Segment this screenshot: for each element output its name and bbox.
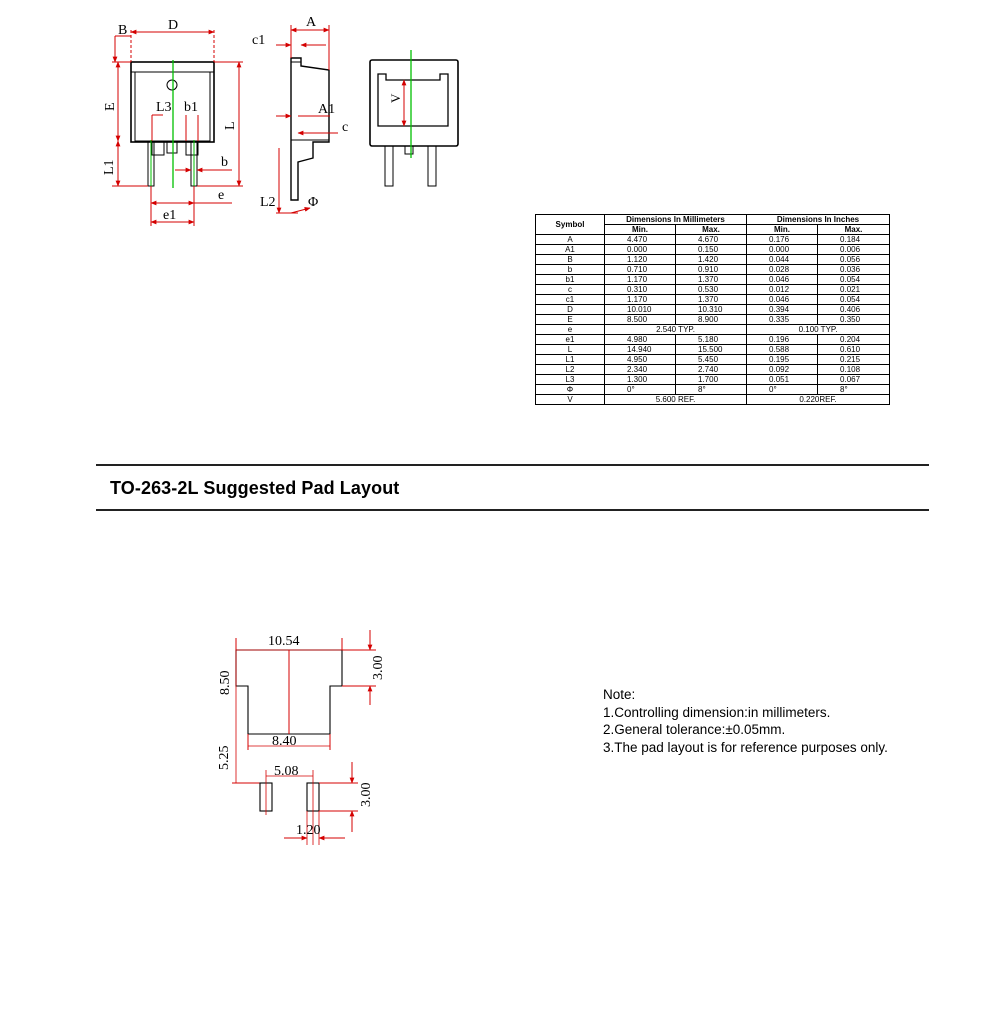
- table-cell: 1.370: [676, 275, 747, 285]
- table-cell: 0.036: [818, 265, 890, 275]
- section-rule-bottom: [96, 509, 929, 511]
- table-cell: L2: [536, 365, 605, 375]
- table-row: [536, 265, 890, 275]
- table-cell: 0.046: [747, 295, 818, 305]
- table-cell: c: [536, 285, 605, 295]
- top-view: [102, 18, 243, 226]
- label-B: B: [118, 23, 128, 38]
- table-row: [536, 345, 890, 355]
- table-row: [536, 285, 890, 295]
- table-cell: 2.540 TYP.: [605, 325, 747, 335]
- table-cell: 4.670: [676, 235, 747, 245]
- side-view: [252, 15, 348, 213]
- pin1-marker: [167, 80, 177, 90]
- table-row: [536, 275, 890, 285]
- table-cell: 0.006: [818, 245, 890, 255]
- bottom-view: [370, 50, 458, 186]
- pad-layout-drawing: [200, 620, 390, 850]
- table-cell: 0.044: [747, 255, 818, 265]
- lead-stub-right: [186, 141, 198, 155]
- table-cell: 0.100 TYP.: [747, 325, 890, 335]
- table-cell: 0.000: [605, 245, 676, 255]
- label-A: A: [306, 15, 317, 30]
- table-row: [536, 295, 890, 305]
- dim-inner-width: 8.40: [272, 734, 297, 749]
- table-cell: 8°: [818, 385, 890, 395]
- table-cell: 14.940: [605, 345, 676, 355]
- table-cell: 4.470: [605, 235, 676, 245]
- label-V: V: [388, 93, 403, 103]
- table-row: [536, 335, 890, 345]
- table-cell: 0.021: [818, 285, 890, 295]
- label-b: b: [221, 155, 228, 170]
- table-cell: 0.196: [747, 335, 818, 345]
- table-cell: 8.900: [676, 315, 747, 325]
- table-row: [536, 365, 890, 375]
- table-cell: b1: [536, 275, 605, 285]
- label-D: D: [168, 18, 179, 33]
- table-cell: 0.220REF.: [747, 395, 890, 405]
- table-cell: 0.610: [818, 345, 890, 355]
- section-rule-top: [96, 464, 929, 466]
- table-cell: 5.600 REF.: [605, 395, 747, 405]
- dim-right-top: 3.00: [371, 655, 386, 680]
- table-cell: 15.500: [676, 345, 747, 355]
- table-cell: 4.950: [605, 355, 676, 365]
- table-cell: 0.310: [605, 285, 676, 295]
- header-mm-max: Max.: [676, 225, 747, 235]
- bottom-body: [370, 60, 458, 146]
- table-cell: 5.180: [676, 335, 747, 345]
- table-cell: 0.910: [676, 265, 747, 275]
- notes: [603, 686, 888, 756]
- label-A1: A1: [318, 102, 336, 117]
- table-cell: 4.980: [605, 335, 676, 345]
- label-L2: L2: [260, 195, 276, 210]
- table-cell: 0.394: [747, 305, 818, 315]
- table-cell: L1: [536, 355, 605, 365]
- table-row: [536, 255, 890, 265]
- table-cell: 10.010: [605, 305, 676, 315]
- table-row: [536, 375, 890, 385]
- table-cell: e1: [536, 335, 605, 345]
- dim-pitch: 5.08: [274, 764, 299, 779]
- table-cell: 0.092: [747, 365, 818, 375]
- header-millimeters: Dimensions In Millimeters: [605, 215, 747, 225]
- table-cell: 2.340: [605, 365, 676, 375]
- header-symbol: Symbol: [536, 215, 605, 235]
- table-cell: B: [536, 255, 605, 265]
- table-cell: 0.000: [747, 245, 818, 255]
- table-cell: 0.335: [747, 315, 818, 325]
- table-row: [536, 245, 890, 255]
- table-cell: 0.530: [676, 285, 747, 295]
- label-L: L: [223, 121, 238, 130]
- table-cell: 0.051: [747, 375, 818, 385]
- table-row: [536, 315, 890, 325]
- header-in-max: Max.: [818, 225, 890, 235]
- table-cell: 0.215: [818, 355, 890, 365]
- table-cell: 0.067: [818, 375, 890, 385]
- table-row: [536, 235, 890, 245]
- table-cell: 1.120: [605, 255, 676, 265]
- table-cell: A: [536, 235, 605, 245]
- section-title: TO-263-2L Suggested Pad Layout: [110, 478, 400, 498]
- table-cell: 0.204: [818, 335, 890, 345]
- dim-gap: 5.25: [217, 745, 232, 770]
- label-L1: L1: [102, 159, 117, 175]
- label-phi: Φ: [308, 195, 319, 210]
- table-cell: 1.700: [676, 375, 747, 385]
- table-cell: 0.588: [747, 345, 818, 355]
- table-row: [536, 395, 890, 405]
- table-cell: 1.170: [605, 275, 676, 285]
- table-cell: 0.108: [818, 365, 890, 375]
- table-cell: 0.710: [605, 265, 676, 275]
- table-cell: e: [536, 325, 605, 335]
- table-cell: L3: [536, 375, 605, 385]
- table-cell: 8°: [676, 385, 747, 395]
- table-row: [536, 355, 890, 365]
- table-cell: 1.300: [605, 375, 676, 385]
- dim-pad-width: 1.20: [296, 823, 321, 838]
- table-cell: V: [536, 395, 605, 405]
- package-outline-drawing: [0, 0, 480, 235]
- note-item-1: 1.Controlling dimension:in millimeters.: [603, 704, 831, 720]
- table-cell: 0.054: [818, 295, 890, 305]
- table-cell: 0.184: [818, 235, 890, 245]
- table-cell: D: [536, 305, 605, 315]
- header-mm-min: Min.: [605, 225, 676, 235]
- label-L3: L3: [156, 100, 172, 115]
- table-cell: 0.150: [676, 245, 747, 255]
- table-cell: 0°: [605, 385, 676, 395]
- table-cell: 1.420: [676, 255, 747, 265]
- table-cell: 0.406: [818, 305, 890, 315]
- table-cell: 0.056: [818, 255, 890, 265]
- table-cell: 0°: [747, 385, 818, 395]
- table-cell: 0.046: [747, 275, 818, 285]
- lead-stub-center: [167, 141, 177, 153]
- table-cell: c1: [536, 295, 605, 305]
- table-cell: 1.370: [676, 295, 747, 305]
- note-item-3: 3.The pad layout is for reference purposes only.: [603, 739, 888, 755]
- table-cell: 0.028: [747, 265, 818, 275]
- label-E: E: [103, 102, 118, 111]
- table-cell: 0.176: [747, 235, 818, 245]
- table-cell: 0.012: [747, 285, 818, 295]
- table-cell: Φ: [536, 385, 605, 395]
- table-cell: b: [536, 265, 605, 275]
- note-item-2: 2.General tolerance:±0.05mm.: [603, 722, 786, 737]
- label-e1: e1: [163, 208, 177, 223]
- header-in-min: Min.: [747, 225, 818, 235]
- table-cell: 0.350: [818, 315, 890, 325]
- table-cell: E: [536, 315, 605, 325]
- table-cell: 5.450: [676, 355, 747, 365]
- label-b1: b1: [184, 100, 198, 115]
- notes-title: Note:: [603, 687, 636, 702]
- table-cell: 2.740: [676, 365, 747, 375]
- side-body: [291, 58, 329, 200]
- dimension-table: [535, 214, 890, 405]
- label-c: c: [342, 120, 349, 135]
- header-inches: Dimensions In Inches: [747, 215, 890, 225]
- table-body: [536, 235, 890, 405]
- table-cell: 8.500: [605, 315, 676, 325]
- dim-pad-height: 3.00: [359, 782, 374, 807]
- label-e: e: [218, 188, 225, 203]
- label-c1: c1: [252, 33, 266, 48]
- table-row: [536, 305, 890, 315]
- table-cell: L: [536, 345, 605, 355]
- table-cell: 10.310: [676, 305, 747, 315]
- dim-top-width: 10.54: [268, 634, 300, 649]
- table-cell: 0.195: [747, 355, 818, 365]
- dim-left-height: 8.50: [218, 670, 233, 695]
- table-cell: 0.054: [818, 275, 890, 285]
- table-cell: 1.170: [605, 295, 676, 305]
- table-cell: A1: [536, 245, 605, 255]
- table-row: [536, 325, 890, 335]
- table-row: [536, 385, 890, 395]
